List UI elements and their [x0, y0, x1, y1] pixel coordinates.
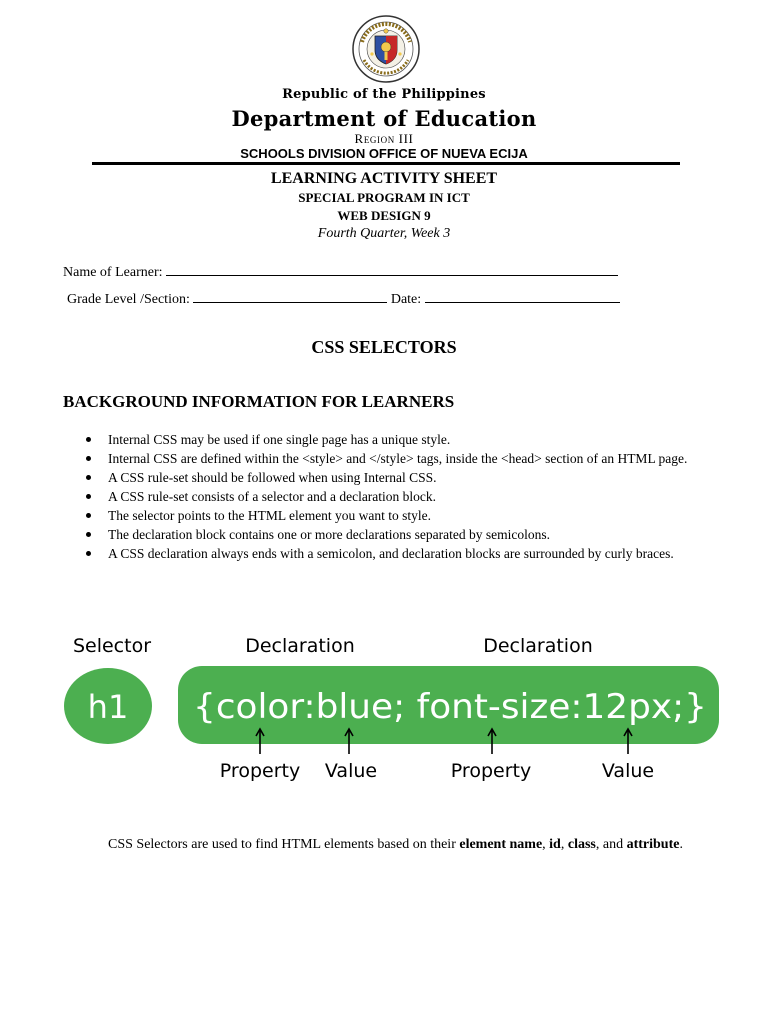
date-field[interactable] [425, 289, 620, 303]
main-heading: CSS SELECTORS [311, 337, 457, 357]
list-item: The declaration block contains one or more declarations separated by semicolons. [84, 526, 704, 543]
section-heading: BACKGROUND INFORMATION FOR LEARNERS [63, 392, 455, 411]
declaration-text: {color:blue; font-size:12px;} [193, 687, 707, 727]
republic-line: Republic of the Philippines [282, 87, 486, 102]
term-id: id [549, 837, 561, 852]
division-line: SCHOOLS DIVISION OFFICE OF NUEVA ECIJA [240, 146, 528, 161]
sheet-quarter: Fourth Quarter, Week 3 [317, 226, 451, 241]
term-element-name: element name [459, 837, 543, 852]
list-item: Internal CSS are defined within the <style> and </style> tags, inside the <head> section of an HTML page. [84, 450, 704, 467]
css-syntax-diagram [58, 628, 728, 788]
list-item: Internal CSS may be used if one single page has a unique style. [84, 431, 704, 448]
property-caption-2: Property [450, 760, 532, 782]
sheet-program: SPECIAL PROGRAM IN ICT [298, 190, 470, 205]
region-line: Region III [354, 131, 414, 146]
bullet-icon [86, 437, 91, 442]
property-caption-1: Property [219, 760, 301, 782]
bullet-icon [86, 494, 91, 499]
bullet-icon [86, 532, 91, 537]
grade-level-label: Grade Level /Section: [67, 292, 190, 307]
term-class: class [567, 837, 596, 852]
declaration-caption-1: Declaration [245, 635, 355, 657]
selector-caption: Selector [72, 635, 152, 657]
sheet-title: LEARNING ACTIVITY SHEET [270, 170, 498, 187]
bullet-icon [86, 475, 91, 480]
header-divider [92, 162, 680, 165]
value-caption-1: Value [324, 760, 378, 782]
bullet-icon [86, 551, 91, 556]
grade-level-field[interactable] [193, 289, 387, 303]
value-caption-2: Value [601, 760, 655, 782]
selectors-paragraph: CSS Selectors are used to find HTML elements based on their element name, id, class, and attribute. [108, 837, 683, 852]
list-item: A CSS declaration always ends with a semicolon, and declaration blocks are surrounded by curly braces. [84, 545, 704, 562]
list-item: A CSS rule-set consists of a selector and a declaration block. [84, 488, 704, 505]
learner-name-field[interactable] [166, 262, 618, 276]
bullet-list [84, 431, 704, 564]
department-title: Department of Education [231, 106, 537, 131]
declaration-caption-2: Declaration [483, 635, 593, 657]
bullet-icon [86, 513, 91, 518]
sheet-subject: WEB DESIGN 9 [337, 208, 431, 223]
learner-name-row [63, 262, 618, 281]
learner-name-label: Name of Learner: [63, 265, 163, 280]
deped-seal-icon [351, 14, 421, 84]
bullet-icon [86, 456, 91, 461]
selector-text: h1 [87, 688, 129, 726]
list-item: The selector points to the HTML element you want to style. [84, 507, 704, 524]
grade-date-row [67, 289, 620, 308]
list-item: A CSS rule-set should be followed when using Internal CSS. [84, 469, 704, 486]
date-label: Date: [390, 292, 422, 307]
term-attribute: attribute [626, 837, 680, 852]
